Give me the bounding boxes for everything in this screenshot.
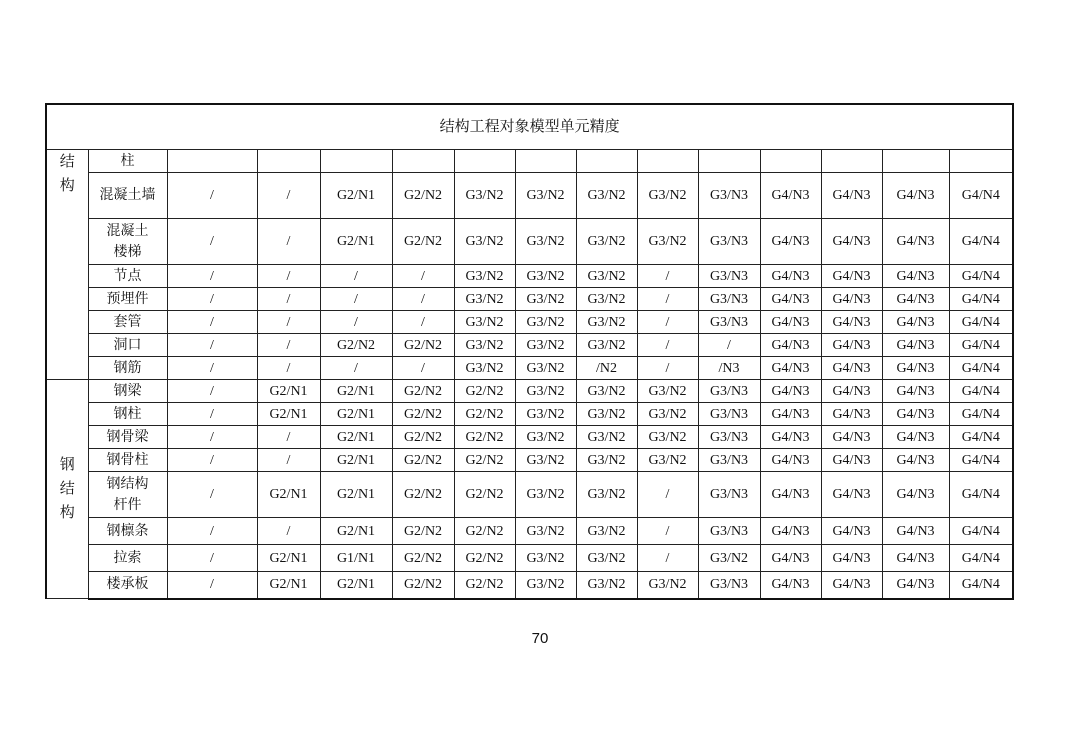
grade-cell: / xyxy=(637,334,698,357)
category-char: 钢 xyxy=(59,457,75,473)
grade-cell: / xyxy=(167,449,257,472)
grade-cell: G3/N2 xyxy=(576,572,637,599)
grade-cell: G3/N2 xyxy=(637,426,698,449)
grade-cell xyxy=(949,150,1013,173)
grade-cell: G4/N4 xyxy=(949,357,1013,380)
table-row xyxy=(46,265,1013,288)
grade-cell: G2/N1 xyxy=(320,173,392,219)
page-number: 70 xyxy=(531,630,549,647)
grade-cell: G2/N2 xyxy=(392,518,454,545)
grade-cell: G4/N4 xyxy=(949,518,1013,545)
grade-cell: G2/N2 xyxy=(454,449,515,472)
grade-cell: / xyxy=(167,426,257,449)
table-row xyxy=(46,426,1013,449)
grade-cell: G4/N3 xyxy=(760,380,821,403)
table-row xyxy=(46,219,1013,265)
grade-cell: G3/N3 xyxy=(698,380,760,403)
grade-cell: G1/N1 xyxy=(320,545,392,572)
grade-cell: G3/N2 xyxy=(454,288,515,311)
table-row xyxy=(46,334,1013,357)
grade-cell: G4/N3 xyxy=(760,545,821,572)
element-name-cell: 钢结构 杆件 xyxy=(88,472,167,518)
grade-cell: G4/N3 xyxy=(821,334,882,357)
grade-cell: G3/N2 xyxy=(637,219,698,265)
grade-cell: G2/N1 xyxy=(320,572,392,599)
grade-cell: / xyxy=(698,334,760,357)
grade-cell: G2/N1 xyxy=(320,449,392,472)
grade-cell: G2/N2 xyxy=(454,380,515,403)
grade-cell: G4/N3 xyxy=(882,572,949,599)
grade-cell: G2/N2 xyxy=(320,334,392,357)
table-title-row xyxy=(46,104,1013,150)
category-cell xyxy=(46,380,88,599)
grade-cell: / xyxy=(257,288,320,311)
grade-cell: G4/N3 xyxy=(760,518,821,545)
grade-cell: G4/N3 xyxy=(821,311,882,334)
grade-cell: G4/N4 xyxy=(949,288,1013,311)
grade-cell: G2/N2 xyxy=(392,449,454,472)
grade-cell: / xyxy=(167,380,257,403)
grade-cell: G4/N3 xyxy=(821,572,882,599)
grade-cell: / xyxy=(167,518,257,545)
grade-cell: G4/N3 xyxy=(882,334,949,357)
grade-cell: G4/N3 xyxy=(882,265,949,288)
grade-cell: G3/N2 xyxy=(515,380,576,403)
grade-cell: G4/N3 xyxy=(821,380,882,403)
grade-cell: G3/N2 xyxy=(576,334,637,357)
grade-cell: G3/N2 xyxy=(515,173,576,219)
grade-cell: G2/N2 xyxy=(392,545,454,572)
grade-cell xyxy=(882,150,949,173)
grade-cell: G3/N2 xyxy=(576,380,637,403)
grade-cell: G3/N2 xyxy=(576,426,637,449)
grade-cell: G3/N2 xyxy=(515,265,576,288)
grade-cell: / xyxy=(167,288,257,311)
grade-cell: G4/N3 xyxy=(760,173,821,219)
grade-cell: G2/N2 xyxy=(392,334,454,357)
grade-cell: G4/N3 xyxy=(760,572,821,599)
element-name-cell: 套管 xyxy=(88,311,167,334)
category-char: 构 xyxy=(59,505,75,521)
grade-cell: / xyxy=(257,173,320,219)
grade-cell: G2/N2 xyxy=(392,472,454,518)
grade-cell: G4/N3 xyxy=(760,311,821,334)
grade-cell: G4/N4 xyxy=(949,219,1013,265)
grade-cell: G4/N3 xyxy=(760,449,821,472)
grade-cell: /N3 xyxy=(698,357,760,380)
grade-cell: G4/N3 xyxy=(882,472,949,518)
grade-cell: G4/N3 xyxy=(821,357,882,380)
grade-cell: G3/N2 xyxy=(637,449,698,472)
table-row xyxy=(46,518,1013,545)
grade-cell: G4/N4 xyxy=(949,403,1013,426)
grade-cell: G4/N3 xyxy=(760,288,821,311)
grade-cell: / xyxy=(392,265,454,288)
precision-table xyxy=(45,103,1014,600)
grade-cell: G3/N2 xyxy=(576,472,637,518)
grade-cell: G4/N3 xyxy=(882,449,949,472)
grade-cell: G2/N2 xyxy=(454,403,515,426)
grade-cell: / xyxy=(167,219,257,265)
grade-cell: G4/N4 xyxy=(949,173,1013,219)
element-name-cell: 楼承板 xyxy=(88,572,167,599)
grade-cell: G4/N3 xyxy=(760,426,821,449)
grade-cell: G4/N4 xyxy=(949,334,1013,357)
category-char: 结 xyxy=(59,154,75,170)
grade-cell: /N2 xyxy=(576,357,637,380)
grade-cell xyxy=(320,150,392,173)
grade-cell: G3/N2 xyxy=(454,357,515,380)
grade-cell: / xyxy=(257,449,320,472)
grade-cell: / xyxy=(637,265,698,288)
grade-cell: G4/N3 xyxy=(821,426,882,449)
grade-cell: G2/N2 xyxy=(454,545,515,572)
grade-cell: G3/N2 xyxy=(454,173,515,219)
table-row xyxy=(46,449,1013,472)
grade-cell: G4/N3 xyxy=(760,334,821,357)
grade-cell xyxy=(821,150,882,173)
grade-cell: G4/N3 xyxy=(760,403,821,426)
grade-cell: G3/N2 xyxy=(576,219,637,265)
grade-cell: G2/N2 xyxy=(392,219,454,265)
grade-cell: G3/N2 xyxy=(576,173,637,219)
grade-cell: G2/N2 xyxy=(392,426,454,449)
grade-cell: G4/N4 xyxy=(949,572,1013,599)
grade-cell: G3/N2 xyxy=(576,545,637,572)
grade-cell: G4/N3 xyxy=(882,219,949,265)
grade-cell: G3/N2 xyxy=(698,545,760,572)
table-title: 结构工程对象模型单元精度 xyxy=(46,104,1013,150)
grade-cell: G3/N3 xyxy=(698,288,760,311)
grade-cell: / xyxy=(257,265,320,288)
category-cell xyxy=(46,150,88,380)
grade-cell: G2/N1 xyxy=(320,426,392,449)
grade-cell: G3/N2 xyxy=(515,518,576,545)
grade-cell: / xyxy=(320,265,392,288)
grade-cell: G3/N2 xyxy=(576,311,637,334)
grade-cell: G2/N2 xyxy=(392,173,454,219)
grade-cell: G4/N3 xyxy=(882,173,949,219)
grade-cell: G4/N3 xyxy=(760,357,821,380)
grade-cell: G2/N1 xyxy=(257,545,320,572)
grade-cell: G2/N1 xyxy=(320,219,392,265)
grade-cell: G4/N3 xyxy=(882,545,949,572)
table-row xyxy=(46,311,1013,334)
grade-cell: G4/N3 xyxy=(821,219,882,265)
grade-cell: / xyxy=(167,472,257,518)
grade-cell: / xyxy=(320,311,392,334)
grade-cell: G2/N2 xyxy=(454,472,515,518)
grade-cell xyxy=(257,150,320,173)
grade-cell: G4/N3 xyxy=(821,472,882,518)
grade-cell: / xyxy=(167,173,257,219)
element-name-cell: 钢檩条 xyxy=(88,518,167,545)
grade-cell: G2/N2 xyxy=(392,572,454,599)
grade-cell: G3/N2 xyxy=(454,219,515,265)
grade-cell: G3/N2 xyxy=(515,311,576,334)
element-name-cell: 混凝土 楼梯 xyxy=(88,219,167,265)
grade-cell: G3/N3 xyxy=(698,449,760,472)
grade-cell: G3/N2 xyxy=(515,449,576,472)
grade-cell: G2/N1 xyxy=(320,380,392,403)
table-row xyxy=(46,357,1013,380)
grade-cell: G3/N3 xyxy=(698,572,760,599)
grade-cell: G4/N3 xyxy=(821,173,882,219)
category-char: 构 xyxy=(59,178,75,194)
element-name-cell: 洞口 xyxy=(88,334,167,357)
grade-cell: / xyxy=(167,545,257,572)
grade-cell xyxy=(760,150,821,173)
grade-cell: G3/N2 xyxy=(454,334,515,357)
grade-cell: / xyxy=(637,545,698,572)
grade-cell: G3/N2 xyxy=(576,288,637,311)
grade-cell: / xyxy=(637,288,698,311)
grade-cell: G3/N2 xyxy=(576,403,637,426)
grade-cell: G4/N3 xyxy=(882,380,949,403)
grade-cell: G3/N2 xyxy=(576,265,637,288)
grade-cell: G3/N2 xyxy=(515,403,576,426)
grade-cell: G2/N2 xyxy=(454,572,515,599)
grade-cell: G4/N3 xyxy=(821,403,882,426)
grade-cell: G2/N2 xyxy=(454,518,515,545)
grade-cell: / xyxy=(257,426,320,449)
grade-cell xyxy=(637,150,698,173)
grade-cell: / xyxy=(637,472,698,518)
table-row xyxy=(46,545,1013,572)
grade-cell: G4/N4 xyxy=(949,426,1013,449)
grade-cell: G2/N1 xyxy=(257,403,320,426)
grade-cell: / xyxy=(167,403,257,426)
grade-cell xyxy=(515,150,576,173)
grade-cell: G3/N2 xyxy=(637,403,698,426)
grade-cell: G3/N2 xyxy=(454,265,515,288)
grade-cell: / xyxy=(167,357,257,380)
grade-cell: G2/N2 xyxy=(392,380,454,403)
grade-cell: / xyxy=(637,357,698,380)
grade-cell: G3/N2 xyxy=(515,472,576,518)
element-name-cell: 柱 xyxy=(88,150,167,173)
grade-cell: / xyxy=(257,219,320,265)
table-row xyxy=(46,288,1013,311)
grade-cell: / xyxy=(637,311,698,334)
grade-cell: G2/N1 xyxy=(257,572,320,599)
grade-cell: / xyxy=(167,265,257,288)
grade-cell: G4/N4 xyxy=(949,545,1013,572)
element-name-cell: 钢梁 xyxy=(88,380,167,403)
grade-cell: G3/N2 xyxy=(515,426,576,449)
table-row xyxy=(46,572,1013,599)
grade-cell: G4/N4 xyxy=(949,265,1013,288)
grade-cell: G2/N2 xyxy=(392,403,454,426)
grade-cell: G3/N2 xyxy=(637,572,698,599)
grade-cell: / xyxy=(257,334,320,357)
grade-cell: G4/N3 xyxy=(821,288,882,311)
grade-cell: G3/N2 xyxy=(515,545,576,572)
grade-cell: G4/N4 xyxy=(949,380,1013,403)
grade-cell: / xyxy=(257,311,320,334)
element-name-cell: 拉索 xyxy=(88,545,167,572)
grade-cell xyxy=(576,150,637,173)
grade-cell: / xyxy=(392,357,454,380)
grade-cell: G3/N3 xyxy=(698,265,760,288)
grade-cell: G2/N1 xyxy=(257,380,320,403)
grade-cell: G4/N3 xyxy=(821,518,882,545)
grade-cell: G3/N3 xyxy=(698,173,760,219)
grade-cell: G2/N1 xyxy=(320,403,392,426)
grade-cell: / xyxy=(167,572,257,599)
grade-cell: G4/N4 xyxy=(949,449,1013,472)
element-name-cell: 钢骨梁 xyxy=(88,426,167,449)
grade-cell: G4/N3 xyxy=(821,265,882,288)
grade-cell: G3/N2 xyxy=(515,357,576,380)
element-name-cell: 预埋件 xyxy=(88,288,167,311)
grade-cell: G4/N4 xyxy=(949,472,1013,518)
grade-cell: / xyxy=(167,334,257,357)
grade-cell: G4/N3 xyxy=(882,357,949,380)
grade-cell: G4/N3 xyxy=(760,219,821,265)
grade-cell: / xyxy=(320,357,392,380)
grade-cell: / xyxy=(167,311,257,334)
grade-cell: G3/N2 xyxy=(515,288,576,311)
grade-cell: / xyxy=(320,288,392,311)
grade-cell: G3/N2 xyxy=(637,173,698,219)
grade-cell: G4/N3 xyxy=(882,518,949,545)
grade-cell: G3/N2 xyxy=(637,380,698,403)
category-char: 结 xyxy=(59,481,75,497)
grade-cell: G3/N3 xyxy=(698,518,760,545)
grade-cell: G3/N2 xyxy=(576,518,637,545)
grade-cell: G2/N1 xyxy=(320,518,392,545)
grade-cell: G4/N3 xyxy=(882,288,949,311)
table-row xyxy=(46,403,1013,426)
grade-cell: G3/N3 xyxy=(698,472,760,518)
grade-cell: G4/N3 xyxy=(821,545,882,572)
grade-cell: G2/N1 xyxy=(257,472,320,518)
grade-cell xyxy=(167,150,257,173)
grade-cell: G3/N3 xyxy=(698,311,760,334)
grade-cell: G4/N3 xyxy=(882,426,949,449)
grade-cell: G3/N2 xyxy=(515,334,576,357)
grade-cell: G4/N3 xyxy=(760,472,821,518)
grade-cell: G4/N3 xyxy=(821,449,882,472)
grade-cell: G2/N2 xyxy=(454,426,515,449)
grade-cell: G3/N2 xyxy=(454,311,515,334)
element-name-cell: 混凝土墙 xyxy=(88,173,167,219)
grade-cell xyxy=(392,150,454,173)
grade-cell: / xyxy=(637,518,698,545)
grade-cell: G3/N2 xyxy=(515,572,576,599)
grade-cell: G4/N3 xyxy=(882,403,949,426)
grade-cell xyxy=(454,150,515,173)
grade-cell: / xyxy=(257,357,320,380)
grade-cell: G3/N2 xyxy=(515,219,576,265)
element-name-cell: 节点 xyxy=(88,265,167,288)
table-row xyxy=(46,173,1013,219)
grade-cell: G3/N3 xyxy=(698,426,760,449)
grade-cell xyxy=(698,150,760,173)
grade-cell: G4/N3 xyxy=(760,265,821,288)
element-name-cell: 钢柱 xyxy=(88,403,167,426)
grade-cell: G4/N4 xyxy=(949,311,1013,334)
grade-cell: G3/N3 xyxy=(698,219,760,265)
grade-cell: / xyxy=(257,518,320,545)
grade-cell: G3/N3 xyxy=(698,403,760,426)
grade-cell: G3/N2 xyxy=(576,449,637,472)
grade-cell: G4/N3 xyxy=(882,311,949,334)
element-name-cell: 钢筋 xyxy=(88,357,167,380)
element-name-cell: 钢骨柱 xyxy=(88,449,167,472)
grade-cell: / xyxy=(392,311,454,334)
table-row xyxy=(46,472,1013,518)
table-row xyxy=(46,150,1013,173)
grade-cell: / xyxy=(392,288,454,311)
table-row xyxy=(46,380,1013,403)
grade-cell: G2/N1 xyxy=(320,472,392,518)
